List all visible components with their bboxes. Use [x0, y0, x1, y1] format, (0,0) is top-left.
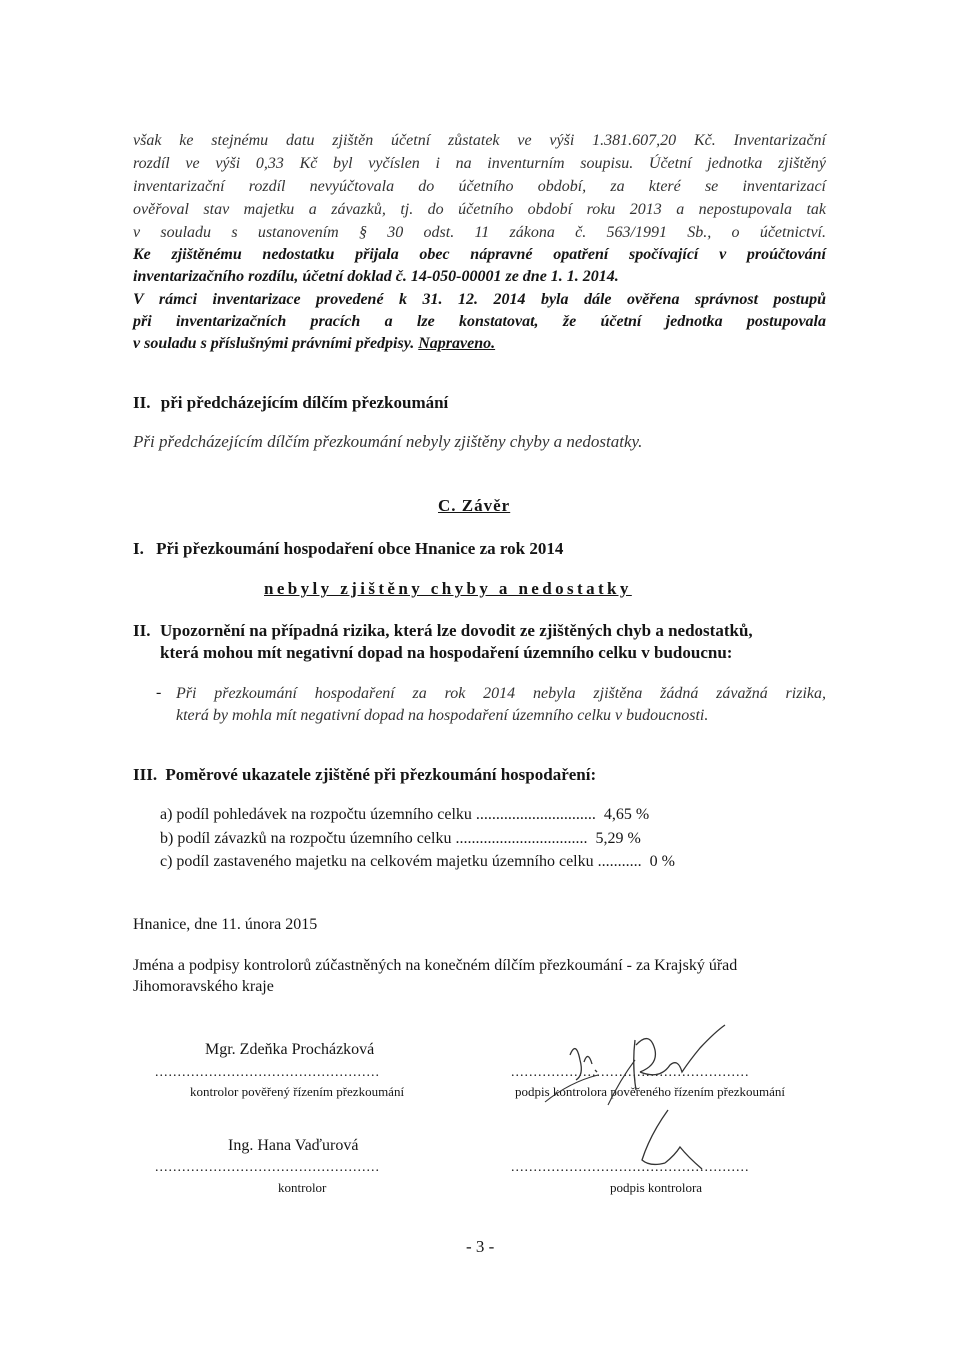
para1-line1: však ke stejnému datu zjištěn účetní zůstatek ve výši 1.381.607,20 Kč. Inventarizační [133, 132, 826, 149]
remedy-fixed-label: Napraveno. [418, 335, 496, 352]
remedy-line4: při inventarizačních pracích a lze konstatovat, že účetní jednotka postupovala [133, 313, 826, 330]
inspector2-dotted-line: .................................................. [155, 1160, 380, 1175]
conclusion-ii-title-line1: Upozornění na případná rizika, která lze dovodit ze zjištěných chyb a nedostatků, [160, 621, 753, 640]
indicator-value: 5,29 % [595, 830, 641, 847]
indicator-row-c [160, 853, 760, 871]
handwritten-signature-1 [540, 1020, 740, 1110]
indicator-label: b) podíl závazků na rozpočtu územního celku [160, 830, 452, 847]
conclusion-i-number: I. [133, 539, 144, 558]
handwritten-signature-2 [630, 1105, 710, 1175]
conclusion-iii-title: Poměrové ukazatele zjištěné při přezkoumání hospodaření: [165, 765, 597, 784]
conclusion-ii-title-line2: která mohou mít negativní dopad na hospodaření územního celku v budoucnu: [160, 643, 733, 662]
indicator-value: 0 % [649, 853, 675, 870]
section-ii-number: II. [133, 393, 151, 412]
signature1-dotted-line: ..................................................... [511, 1065, 750, 1080]
inspector1-dotted-line: .................................................. [155, 1065, 380, 1080]
inspector2-role: kontrolor [278, 1180, 327, 1195]
signature1-caption: podpis kontrolora pověřeného řízením přezkoumání [515, 1084, 786, 1099]
para1-line4: ověřoval stav majetku a závazků, tj. do účetního období roku 2013 a nepostupovala tak [133, 201, 826, 218]
section-ii-text: Při předcházejícím dílčím přezkoumání nebyly zjištěny chyby a nedostatky. [133, 432, 643, 451]
names-intro-line1: Jména a podpisy kontrolorů zúčastněných na konečném dílčím přezkoumání - za Krajský úřad [133, 957, 738, 974]
section-ii-heading [133, 393, 448, 413]
indicator-row-a [160, 806, 760, 824]
conclusion-ii-number: II. [133, 621, 151, 640]
conclusion-i-result: nebyly zjištěny chyby a nedostatky [264, 579, 632, 598]
names-intro-line2: Jihomoravského kraje [133, 978, 274, 995]
conclusion-ii-dash: - [156, 684, 162, 701]
section-ii-title: při předcházejícím dílčím přezkoumání [160, 393, 449, 412]
conclusion-ii-text-line1: Při přezkoumání hospodaření za rok 2014 nebyla zjištěna žádná závažná rizika, [176, 685, 826, 702]
indicator-dots: .............................. [475, 806, 596, 823]
indicator-dots: ........... [597, 853, 642, 870]
remedy-line5 [133, 334, 495, 354]
inspector1-name: Mgr. Zdeňka Procházková [205, 1041, 375, 1058]
conclusion-iii-heading [133, 765, 596, 785]
para1-line2: rozdíl ve výši 0,33 Kč byl vyčíslen i na inventurním soupisu. Účetní jednotka zjištěný [133, 155, 826, 172]
remedy-line2: inventarizačního rozdílu, účetní doklad č. 14-050-00001 ze dne 1. 1. 2014. [133, 268, 619, 285]
indicator-dots: ................................. [455, 830, 588, 847]
conclusion-iii-number: III. [133, 765, 158, 784]
signature2-caption: podpis kontrolora [610, 1180, 703, 1195]
indicator-label: a) podíl pohledávek na rozpočtu územního celku [160, 806, 472, 823]
conclusion-i-heading [133, 539, 563, 559]
indicator-row-b [160, 830, 760, 848]
inspector1-role: kontrolor pověřený řízením přezkoumání [190, 1084, 405, 1099]
signature2-dotted-line: ..................................................... [511, 1160, 750, 1175]
conclusion-title: C. Závěr [438, 496, 511, 515]
conclusion-i-title: Při přezkoumání hospodaření obce Hnanice za rok 2014 [156, 539, 564, 558]
page-number: - 3 - [466, 1237, 495, 1256]
remedy-line3: V rámci inventarizace provedené k 31. 12. 2014 byla dále ověřena správnost postupů [133, 291, 826, 308]
para1-line5: v souladu s ustanovením § 30 odst. 11 zákona č. 563/1991 Sb., o účetnictví. [133, 224, 826, 241]
indicator-value: 4,65 % [603, 806, 650, 823]
conclusion-ii-text-line2: která by mohla mít negativní dopad na hospodaření územního celku v budoucnosti. [176, 707, 709, 724]
indicator-label: c) podíl zastaveného majetku na celkovém majetku územního celku [160, 853, 594, 870]
date-line: Hnanice, dne 11. února 2015 [133, 916, 318, 933]
remedy-line5-text: v souladu s příslušnými právními předpisy. [133, 335, 415, 352]
remedy-line1: Ke zjištěnému nedostatku přijala obec nápravné opatření spočívající v proúčtování [133, 246, 826, 263]
inspector2-name: Ing. Hana Vaďurová [228, 1137, 359, 1154]
para1-line3: inventarizační rozdíl nevyúčtovala do účetního období, za které se inventarizací [133, 178, 826, 195]
